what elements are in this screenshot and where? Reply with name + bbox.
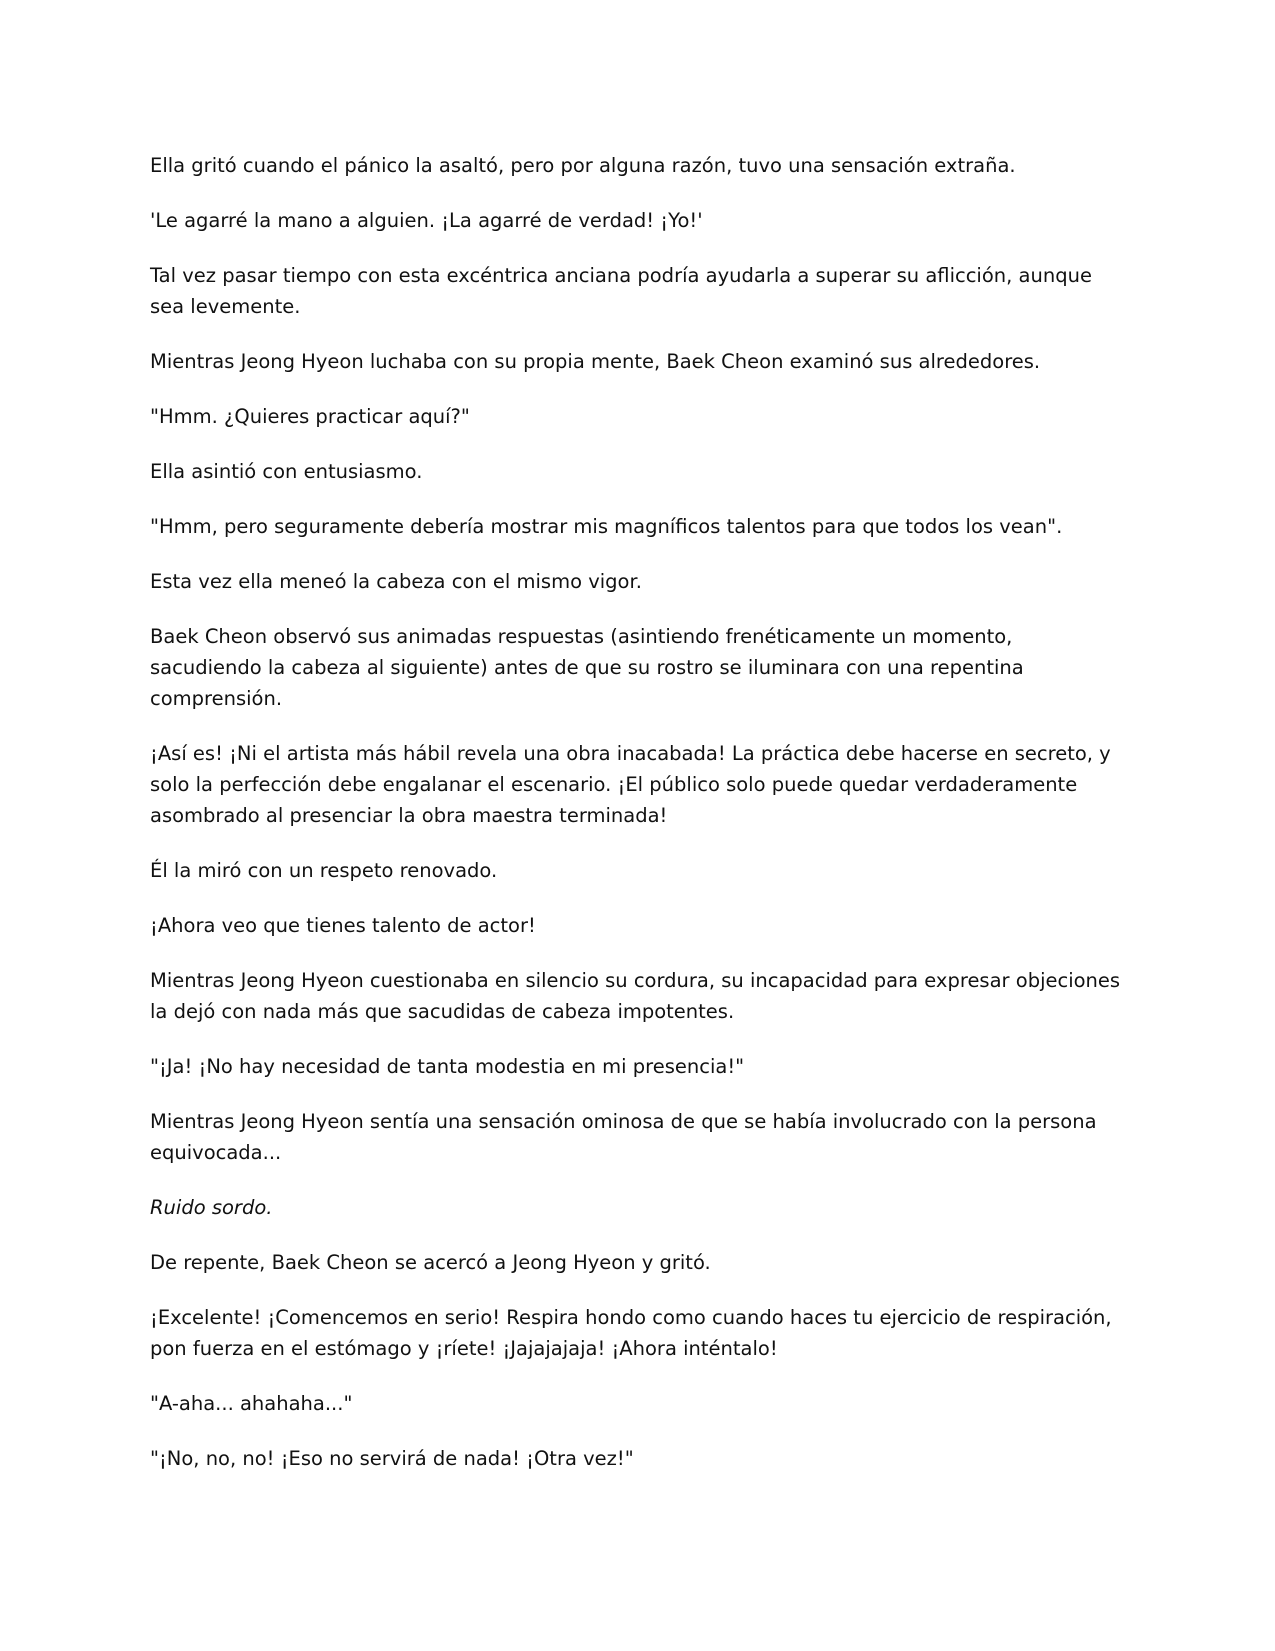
- paragraph: De repente, Baek Cheon se acercó a Jeong Hyeon y gritó.: [150, 1251, 711, 1274]
- sound-effect-paragraph: Ruido sordo.: [150, 1196, 273, 1219]
- paragraph: "Hmm. ¿Quieres practicar aquí?": [150, 405, 470, 428]
- paragraph: Baek Cheon observó sus animadas respuestas (asintiendo frenéticamente un momento, sacudiendo la cabeza al siguiente) antes de que su rostro se iluminara con una repentina comprensión.: [150, 625, 1024, 710]
- paragraph: 'Le agarré la mano a alguien. ¡La agarré de verdad! ¡Yo!': [150, 209, 703, 232]
- paragraph: Mientras Jeong Hyeon cuestionaba en silencio su cordura, su incapacidad para expresar objeciones la dejó con nada más que sacudidas de cabeza impotentes.: [150, 969, 1121, 1023]
- paragraph: ¡Ahora veo que tienes talento de actor!: [150, 914, 536, 937]
- paragraph: Mientras Jeong Hyeon sentía una sensación ominosa de que se había involucrado con la persona equivocada...: [150, 1110, 1097, 1164]
- paragraph: Él la miró con un respeto renovado.: [150, 859, 498, 882]
- document-body: [150, 150, 1125, 1498]
- paragraph: ¡Excelente! ¡Comencemos en serio! Respira hondo como cuando haces tu ejercicio de respiración, pon fuerza en el estómago y ¡ríete! ¡Jajajajaja! ¡Ahora inténtalo!: [150, 1306, 1112, 1360]
- paragraph: "¡No, no, no! ¡Eso no servirá de nada! ¡Otra vez!": [150, 1447, 634, 1470]
- paragraph: Tal vez pasar tiempo con esta excéntrica anciana podría ayudarla a superar su aflicción, aunque sea levemente.: [150, 264, 1092, 318]
- paragraph: Esta vez ella meneó la cabeza con el mismo vigor.: [150, 570, 642, 593]
- paragraph: Mientras Jeong Hyeon luchaba con su propia mente, Baek Cheon examinó sus alrededores.: [150, 350, 1041, 373]
- paragraph: "¡Ja! ¡No hay necesidad de tanta modestia en mi presencia!": [150, 1055, 745, 1078]
- paragraph: Ella asintió con entusiasmo.: [150, 460, 423, 483]
- paragraph: "A-aha... ahahaha...": [150, 1392, 353, 1415]
- paragraph: ¡Así es! ¡Ni el artista más hábil revela una obra inacabada! La práctica debe hacerse en secreto, y solo la perfección debe engalanar el escenario. ¡El público solo puede quedar verdaderamente asombrado al presenciar la obra maestra terminada!: [150, 742, 1111, 827]
- paragraph: Ella gritó cuando el pánico la asaltó, pero por alguna razón, tuvo una sensación extraña.: [150, 154, 1016, 177]
- paragraph: "Hmm, pero seguramente debería mostrar mis magníficos talentos para que todos los vean".: [150, 515, 1063, 538]
